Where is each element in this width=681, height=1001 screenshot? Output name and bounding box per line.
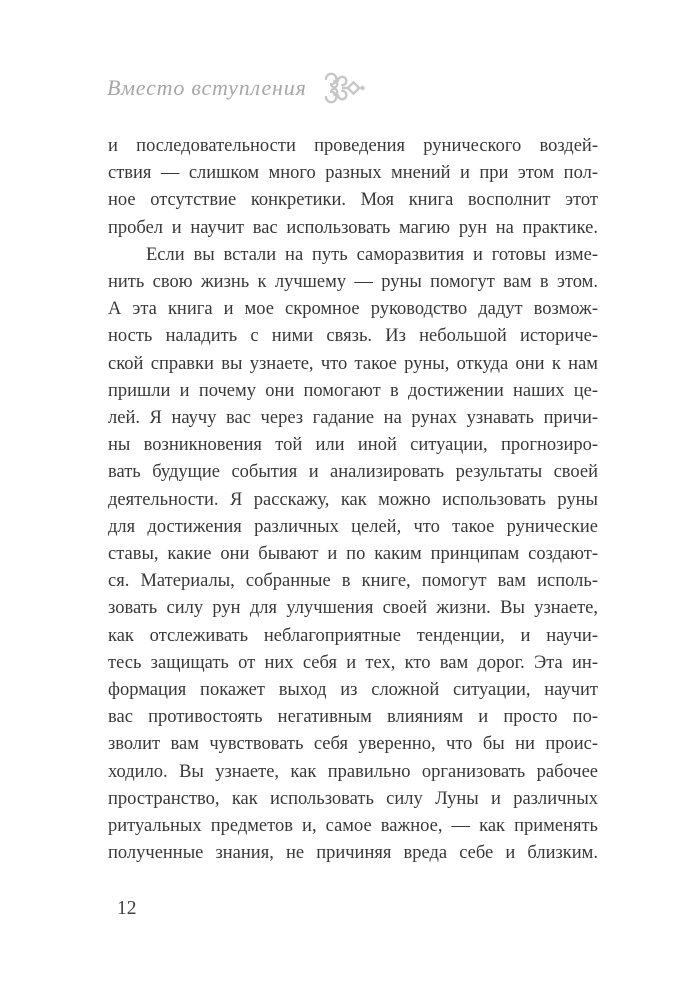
text-line: ны возникновения той или иной ситуации, прогнозиро- [108,435,598,456]
text-line: как отслеживать неблагоприятные тенденции, и научи- [108,625,598,646]
paragraph [108,242,598,868]
text-line: лей. Я научу вас через гадание на рунах узнавать причи- [108,408,598,429]
text-line: нить свою жизнь к лучшему — руны помогут вам в этом. [108,272,598,293]
text-line: вас противостоять негативным влияниям и просто по- [108,707,598,728]
running-header-title: Вместо вступления [107,75,307,100]
text-line: тесь защищать от них себя и тех, кто вам дорог. Эта ин- [108,652,598,673]
text-line: ся. Материалы, собранные в книге, помогут вам исполь- [108,571,598,592]
text-line: деятельности. Я расскажу, как можно использовать руны [108,489,598,510]
text-line: ставы, какие они бывают и по каким принципам создают- [108,544,598,565]
text-line: ходило. Вы узнаете, как правильно организовать рабочее [108,761,598,782]
text-line: ской справки вы узнаете, что такое руны, откуда они к нам [108,353,598,374]
text-line: вать будущие события и анализировать результаты своей [108,462,598,483]
text-line: полученные знания, не причиняя вреда себе и близким. [108,843,598,864]
text-line: зовать силу рун для улучшения своей жизни. Вы узнаете, [108,598,598,619]
text-line: А эта книга и мое скромное руководство дадут возмож- [108,299,598,320]
page-number: 12 [117,898,137,919]
text-line: для достижения различных целей, что такое рунические [108,516,598,537]
text-line: зволит вам чувствовать себя уверенно, что бы ни проис- [108,734,598,755]
body-text [108,133,598,867]
text-line: пробел и научит вас использовать магию рун на практике. [108,217,598,238]
text-line: и последовательности проведения рунического воздей- [108,136,598,156]
text-line: ствия — слишком много разных мнений и при этом пол- [108,163,598,184]
celtic-knot-ornament-icon [319,70,369,106]
running-header [107,70,369,106]
paragraph [108,133,598,242]
text-line: пришли и почему они помогают в достижении наших це- [108,380,598,401]
text-line: формация покажет выход из сложной ситуации, научит [108,680,598,701]
text-line: ритуальных предметов и, самое важное, — как применять [108,816,598,837]
text-line: Если вы встали на путь саморазвития и готовы изме- [146,244,598,265]
text-line: пространство, как использовать силу Луны и различных [108,788,598,809]
text-line: ность наладить с ними связь. Из небольшой историче- [108,326,598,347]
text-line: ное отсутствие конкретики. Моя книга восполнит этот [108,190,598,211]
